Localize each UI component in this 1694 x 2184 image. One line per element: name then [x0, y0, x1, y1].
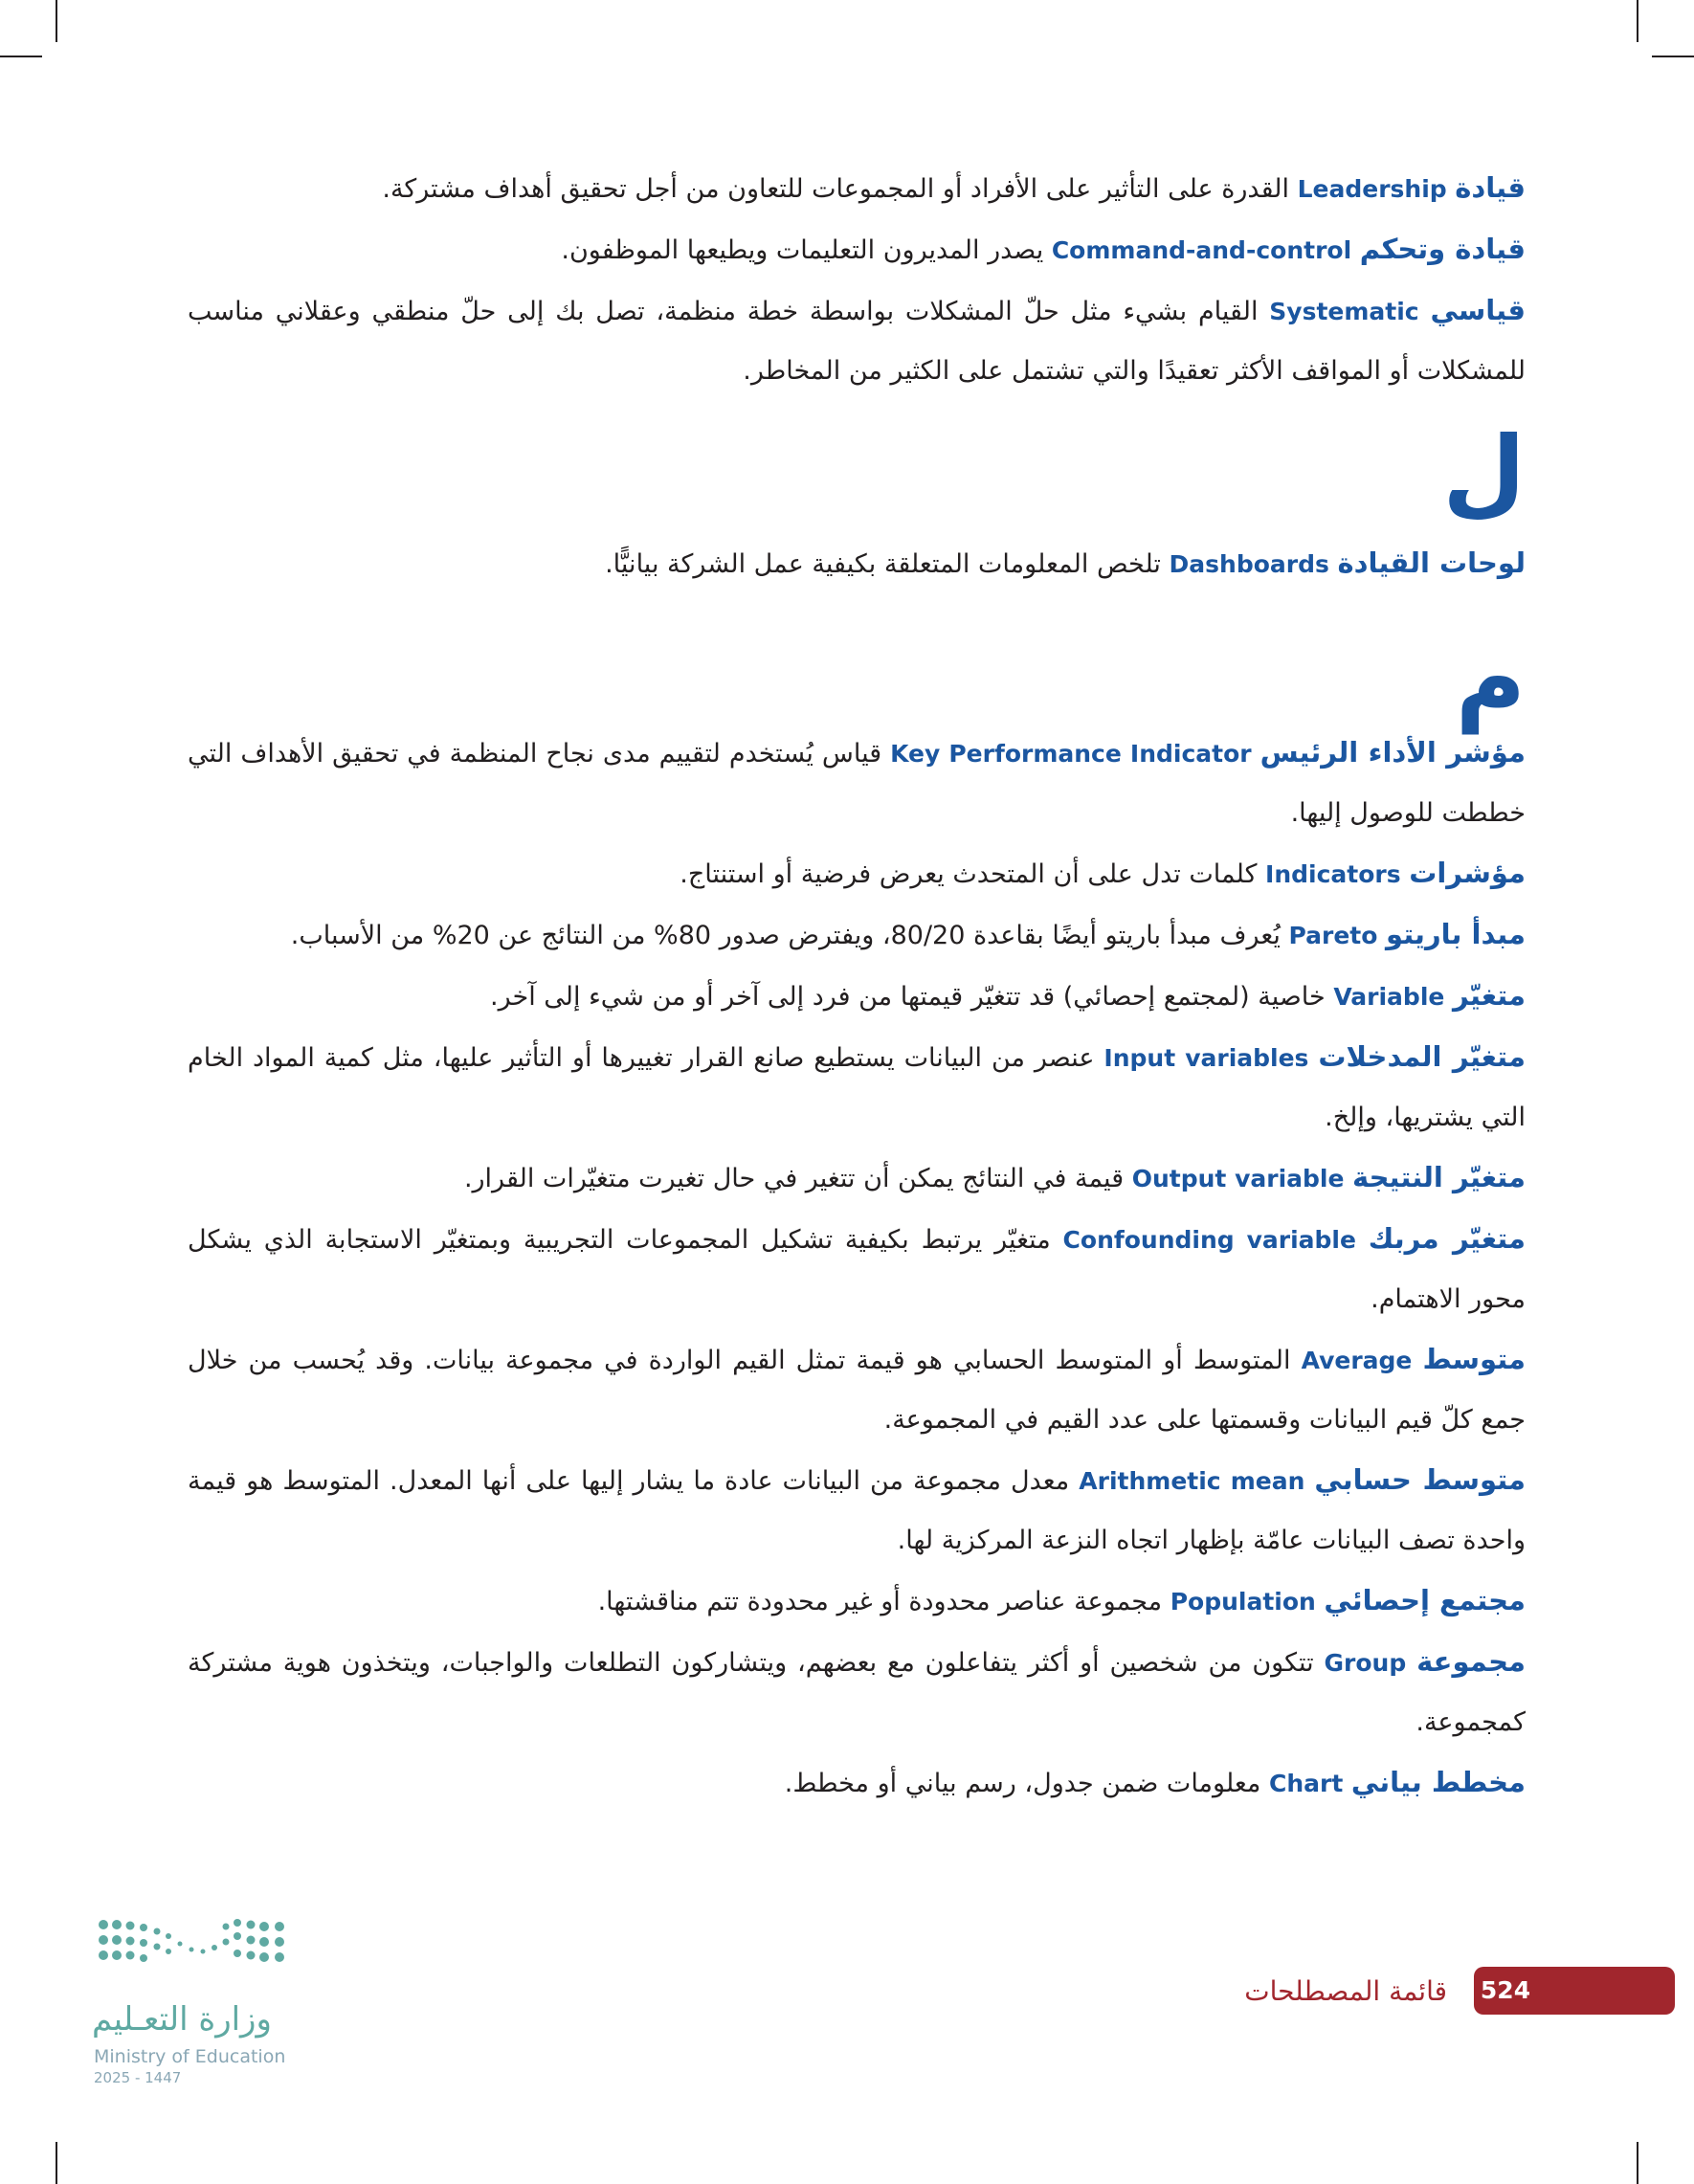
glossary-term-english: Chart [1269, 1770, 1344, 1797]
glossary-term: متغيّر مربك [1368, 1222, 1526, 1255]
glossary-term-english: Population [1170, 1588, 1316, 1616]
section-letter-meem: م [1455, 622, 1526, 734]
glossary-term: متغيّر [1452, 979, 1526, 1012]
glossary-entry [188, 1450, 1526, 1571]
glossary-definition: يُعرف مبدأ باريتو أيضًا بقاعدة 80/20، ويفترض صدور 80% من النتائج عن 20% من الأسباب. [290, 921, 1281, 950]
glossary-definition: المتوسط أو المتوسط الحسابي هو قيمة تمثل القيم الواردة في مجموعة بيانات. وقد يُحسب من خلال جمع كلّ قيم البيانات وقسمتها على عدد القيم في المجموعة. [188, 1346, 1526, 1435]
footer-section-title: قائمة المصطلحات [1244, 1975, 1447, 2007]
glossary-definition: يصدر المديرون التعليمات ويطيعها الموظفون. [561, 235, 1044, 265]
glossary-definition: معدل مجموعة من البيانات عادة ما يشار إليها على أنها المعدل. المتوسط هو قيمة واحدة تصف البيانات عامّة بإظهار اتجاه النزعة المركزية لها. [188, 1466, 1526, 1555]
glossary-entry [188, 1571, 1526, 1632]
glossary-definition: معلومات ضمن جدول، رسم بياني أو مخطط. [784, 1769, 1261, 1798]
crop-mark [1637, 0, 1638, 42]
glossary-definition: مجموعة عناصر محدودة أو غير محدودة تتم مناقشتها. [597, 1587, 1163, 1616]
glossary-definition: القيام بشيء مثل حلّ المشكلات بواسطة خطة منظمة، تصل بك إلى حلّ منطقي وعقلاني مناسب للمشكلات أو المواقف الأكثر تعقيدًا والتي تشتمل على الكثير من المخاطر. [188, 297, 1526, 386]
glossary-term: مؤشرات [1409, 857, 1526, 889]
glossary-entry [188, 1329, 1526, 1450]
page-number: 524 [1478, 1971, 1533, 2011]
glossary-entries [188, 158, 1526, 1814]
crop-mark [1637, 2142, 1638, 2184]
glossary-entry [188, 904, 1526, 966]
glossary-term-english: Key Performance Indicator [890, 740, 1252, 768]
glossary-definition: خاصية (لمجتمع إحصائي) قد تتغيّر قيمتها من فرد إلى آخر أو من شيء إلى آخر. [490, 982, 1326, 1012]
glossary-entry [188, 219, 1526, 280]
crop-mark [1652, 56, 1694, 57]
glossary-term-english: Pareto [1288, 922, 1378, 949]
glossary-entry [188, 533, 1526, 594]
glossary-definition: كلمات تدل على أن المتحدث يعرض فرضية أو استنتاج. [680, 859, 1258, 889]
glossary-term-english: Group [1324, 1649, 1407, 1677]
glossary-entry [188, 1148, 1526, 1209]
glossary-term: متغيّر المدخلات [1318, 1040, 1526, 1073]
glossary-term-english: Average [1301, 1347, 1413, 1374]
glossary-definition: القدرة على التأثير على الأفراد أو المجموعات للتعاون من أجل تحقيق أهداف مشتركة. [382, 174, 1289, 204]
glossary-term-english: Command-and-control [1051, 236, 1352, 264]
glossary-entry [188, 280, 1526, 401]
glossary-term: مجتمع إحصائي [1324, 1584, 1526, 1616]
glossary-term: مبدأ باريتو [1386, 918, 1526, 950]
glossary-definition: قياس يُستخدم لتقييم مدى نجاح المنظمة في تحقيق الأهداف التي خططت للوصول إليها. [188, 739, 1526, 828]
glossary-term-english: Confounding variable [1062, 1226, 1356, 1254]
ministry-name-english: Ministry of Education [94, 2046, 286, 2067]
glossary-term-english: Dashboards [1169, 550, 1329, 578]
glossary-term-english: Arithmetic mean [1079, 1467, 1305, 1495]
glossary-entry [188, 1632, 1526, 1752]
glossary-definition: عنصر من البيانات يستطيع صانع القرار تغييرها أو التأثير عليها، مثل كمية المواد الخام التي يشتريها، وإلخ. [188, 1043, 1526, 1132]
glossary-definition: تتكون من شخصين أو أكثر يتفاعلون مع بعضهم، ويتشاركون التطلعات والواجبات، ويتخذون هوية مشتركة كمجموعة. [188, 1648, 1526, 1737]
ministry-name-arabic: وزارة التعـليم [92, 2000, 272, 2039]
glossary-term: متغيّر النتيجة [1352, 1161, 1526, 1193]
glossary-term: قيادة [1455, 171, 1526, 204]
glossary-entry [188, 1209, 1526, 1329]
glossary-term: قياسي [1430, 294, 1527, 326]
crop-mark [0, 56, 42, 57]
glossary-term: متوسط حسابي [1314, 1463, 1527, 1496]
glossary-definition: متغيّر يرتبط بكيفية تشكيل المجموعات التجريبية وبمتغيّر الاستجابة الذي يشكل محور الاهتمام. [188, 1225, 1526, 1314]
glossary-definition: قيمة في النتائج يمكن أن تتغير في حال تغيرت متغيّرات القرار. [463, 1164, 1125, 1193]
glossary-term: متوسط [1422, 1343, 1526, 1375]
glossary-definition: تلخص المعلومات المتعلقة بكيفية عمل الشركة بيانيًّا. [605, 549, 1161, 579]
glossary-term: مؤشر الأداء الرئيس [1259, 736, 1526, 769]
glossary-term: مخطط بياني [1350, 1766, 1526, 1798]
glossary-term: لوحات القيادة [1337, 546, 1526, 579]
glossary-term: قيادة وتحكم [1359, 233, 1526, 265]
glossary-entry [188, 843, 1526, 904]
glossary-entry [188, 1752, 1526, 1814]
glossary-term-english: Systematic [1269, 298, 1419, 325]
crop-mark [56, 2142, 57, 2184]
section-letter-lam: ل [1442, 415, 1526, 527]
ministry-logo-dots-icon [92, 1917, 302, 1994]
ministry-year: 2025 - 1447 [94, 2069, 182, 2086]
glossary-term-english: Indicators [1265, 860, 1401, 888]
glossary-term-english: Variable [1333, 983, 1445, 1011]
glossary-term-english: Output variable [1131, 1165, 1345, 1192]
glossary-term: مجموعة [1416, 1645, 1526, 1678]
crop-mark [56, 0, 57, 42]
glossary-entry [188, 966, 1526, 1027]
glossary-entry [188, 723, 1526, 843]
glossary-term-english: Input variables [1103, 1044, 1309, 1072]
glossary-entry [188, 1027, 1526, 1148]
glossary-entry [188, 158, 1526, 219]
glossary-term-english: Leadership [1297, 175, 1447, 203]
